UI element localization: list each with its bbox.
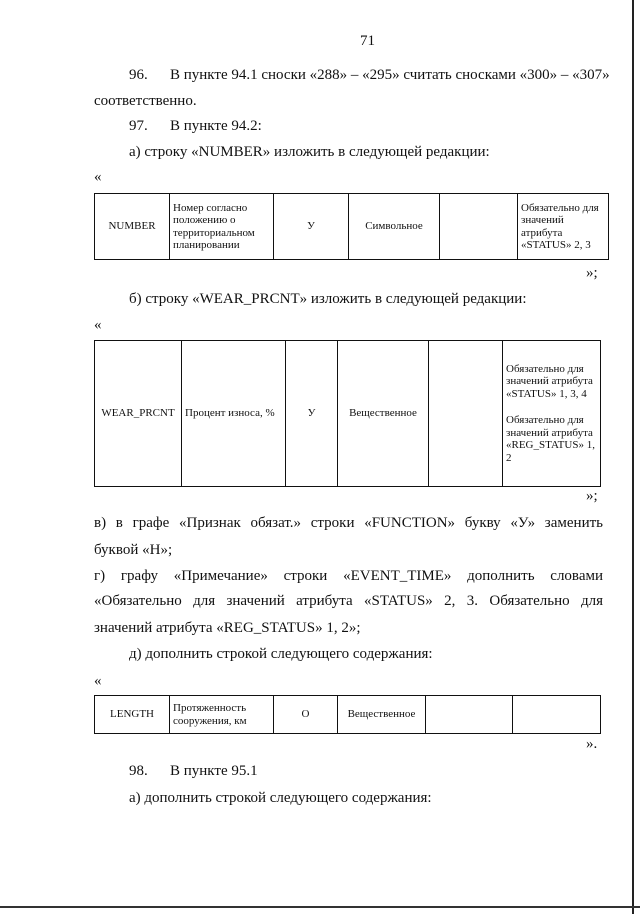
cell-required: У <box>274 194 349 260</box>
table-row <box>95 194 609 260</box>
note-reg-status: Обязательно для значений атрибута «REG_STATUS» 1, 2 <box>506 414 595 464</box>
close-quote-3: ». <box>586 736 598 752</box>
cell-description: Номер согласно положению о территориальном планировании <box>170 194 274 260</box>
item-98-number: 98. <box>129 763 148 779</box>
item-96-number: 96. <box>129 67 148 83</box>
cell-description: Протяженность сооружения, км <box>170 696 274 734</box>
cell-type: Вещественное <box>338 341 429 487</box>
cell-note <box>503 341 601 487</box>
cell-required: У <box>286 341 338 487</box>
subitem-g-line-3: значений атрибута «REG_STATUS» 1, 2»; <box>94 620 361 636</box>
subitem-g-line-1: г) графу «Примечание» строки «EVENT_TIME» дополнить словами <box>94 568 603 584</box>
subitem-g-line-2: «Обязательно для значений атрибута «STATUS» 2, 3. Обязательно для <box>94 593 603 609</box>
item-98-subitem-a: а) дополнить строкой следующего содержания: <box>129 790 432 806</box>
subitem-v-line-1: в) в графе «Признак обязат.» строки «FUNCTION» букву «У» заменить <box>94 515 603 531</box>
cell-required: О <box>274 696 338 734</box>
cell-type: Вещественное <box>338 696 426 734</box>
open-quote-3: « <box>94 673 102 689</box>
item-97-text: В пункте 94.2: <box>170 118 262 134</box>
table-number-row <box>94 193 609 260</box>
cell-extra <box>426 696 513 734</box>
cell-note: Обязательно для значений атрибута «STATUS» 2, 3 <box>518 194 609 260</box>
open-quote-2: « <box>94 317 102 333</box>
cell-extra <box>429 341 503 487</box>
cell-extra <box>440 194 518 260</box>
table-length-row <box>94 695 601 734</box>
item-96-text: В пункте 94.1 сноски «288» – «295» считать сносками «300» – «307» <box>170 67 610 83</box>
cell-code: NUMBER <box>95 194 170 260</box>
table-row <box>95 341 601 487</box>
cell-code: WEAR_PRCNT <box>95 341 182 487</box>
subitem-v-line-2: буквой «Н»; <box>94 542 173 558</box>
item-97-number: 97. <box>129 118 148 134</box>
subitem-a-text: а) строку «NUMBER» изложить в следующей редакции: <box>129 144 490 160</box>
table-wear-row <box>94 340 601 487</box>
page-number: 71 <box>360 33 375 49</box>
note-status: Обязательно для значений атрибута «STATUS» 1, 3, 4 <box>506 362 593 400</box>
subitem-d-text: д) дополнить строкой следующего содержания: <box>129 646 433 662</box>
open-quote-1: « <box>94 169 102 185</box>
page-edge-bottom <box>0 906 640 908</box>
close-quote-1: »; <box>586 265 598 281</box>
table-row <box>95 696 601 734</box>
close-quote-2: »; <box>586 488 598 504</box>
cell-description: Процент износа, % <box>182 341 286 487</box>
cell-code: LENGTH <box>95 696 170 734</box>
cell-type: Символьное <box>349 194 440 260</box>
item-96-text-cont: соответственно. <box>94 93 197 109</box>
subitem-b-text: б) строку «WEAR_PRCNT» изложить в следующей редакции: <box>129 291 527 307</box>
item-98-text: В пункте 95.1 <box>170 763 258 779</box>
page-edge-right <box>632 0 634 914</box>
cell-note <box>513 696 601 734</box>
